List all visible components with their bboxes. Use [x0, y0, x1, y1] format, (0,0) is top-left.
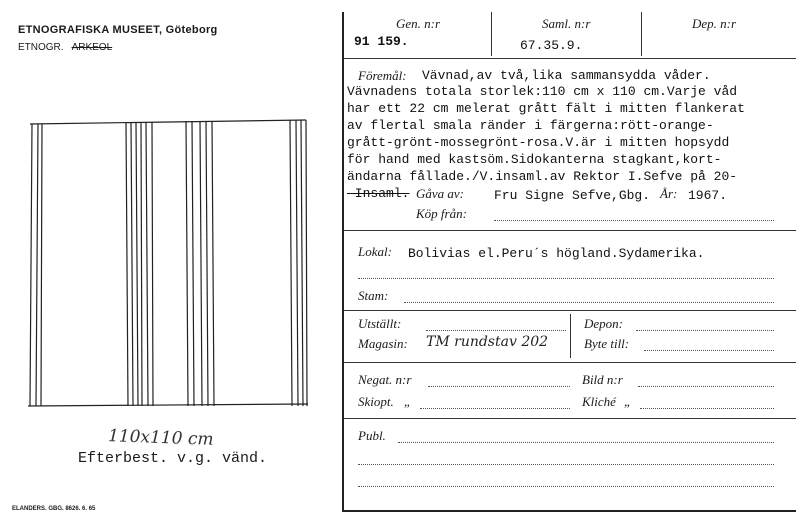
magasin-label: Magasin: [358, 336, 408, 351]
utstallt-line [426, 330, 566, 331]
publ-line-2 [358, 464, 774, 465]
depon-line [636, 330, 774, 331]
separator [344, 310, 796, 311]
printer-imprint: ELANDERS. GBG. 8626. 6. 65 [12, 506, 96, 512]
foremal-line-2: Vävnadens totala storlek:110 cm x 110 cm.Varje våd [347, 84, 738, 99]
ar-label: År: [660, 186, 678, 201]
lokal-line [358, 278, 774, 279]
separator [344, 230, 796, 231]
separator [344, 362, 796, 363]
foremal-line-3: har ett 22 cm melerat grått fält i mitten flankerat [347, 101, 745, 116]
cliche-ditto: „ [624, 394, 632, 409]
skiopt-line [420, 408, 570, 409]
utstallt-label: Utställt: [358, 316, 402, 331]
bild-line [638, 386, 774, 387]
stam-line [404, 302, 774, 303]
negat-label: Negat. n:r [358, 372, 412, 387]
saml-value: 67.35.9. [520, 38, 583, 53]
lokal-value: Bolivias el.Peru´s högland.Sydamerika. [408, 246, 705, 261]
foremal-label: Föremål: [358, 68, 407, 83]
magasin-value: TM rundstav 202 [426, 334, 549, 350]
negat-line [428, 386, 570, 387]
handwritten-size: 110x110 cm [107, 426, 214, 450]
divider [570, 314, 571, 358]
foremal-line-5: grått-grönt-mossegrönt-rosa.V.är i mitten hopsydd [347, 135, 730, 150]
foremal-line-4: av flertal smala ränder i färgerna:rött-orange- [347, 118, 714, 133]
department-line [18, 42, 112, 53]
foremal-line-6: för hand med kastsöm.Sidokanterna stagkant,kort- [347, 152, 722, 167]
gava-label: Gåva av: [416, 186, 465, 201]
cliche-label: Kliché [582, 394, 616, 409]
insaml-struck: -Insaml. [347, 186, 410, 201]
separator [344, 418, 796, 419]
gen-value: 91 159. [354, 34, 409, 49]
byte-label: Byte till: [584, 336, 630, 351]
foremal-line-7: ändarna fållade./V.insaml.av Rektor I.Sefve på 20- [347, 169, 738, 184]
lokal-label: Lokal: [358, 244, 392, 259]
depon-label: Depon: [584, 316, 623, 331]
kop-line [494, 220, 774, 221]
publ-line-1 [398, 442, 774, 443]
skiopt-label: Skiopt. [358, 394, 394, 409]
saml-label: Saml. n:r [542, 16, 591, 31]
publ-label: Publ. [358, 428, 386, 443]
cliche-line [640, 408, 774, 409]
stam-label: Stam: [358, 288, 389, 303]
gen-label: Gen. n:r [396, 16, 441, 31]
ar-value: 1967. [688, 188, 728, 203]
catalogue-card [342, 12, 796, 512]
kop-label: Köp från: [416, 206, 467, 221]
textile-sketch [28, 118, 308, 410]
department: ETNOGR. [18, 42, 64, 53]
gava-value: Fru Signe Sefve,Gbg. [494, 188, 651, 203]
bild-label: Bild n:r [582, 372, 623, 387]
divider [641, 12, 642, 56]
separator [344, 58, 796, 59]
skiopt-ditto: „ [404, 394, 412, 409]
dep-label: Dep. n:r [692, 16, 737, 31]
publ-line-3 [358, 486, 774, 487]
storage-note: Efterbest. v.g. vänd. [78, 450, 268, 467]
divider [491, 12, 492, 56]
byte-line [644, 350, 774, 351]
department-struck: ARKEOL [71, 42, 113, 53]
foremal-line-1: Vävnad,av två,lika sammansydda våder. [422, 68, 711, 83]
museum-title: ETNOGRAFISKA MUSEET, Göteborg [18, 24, 218, 36]
